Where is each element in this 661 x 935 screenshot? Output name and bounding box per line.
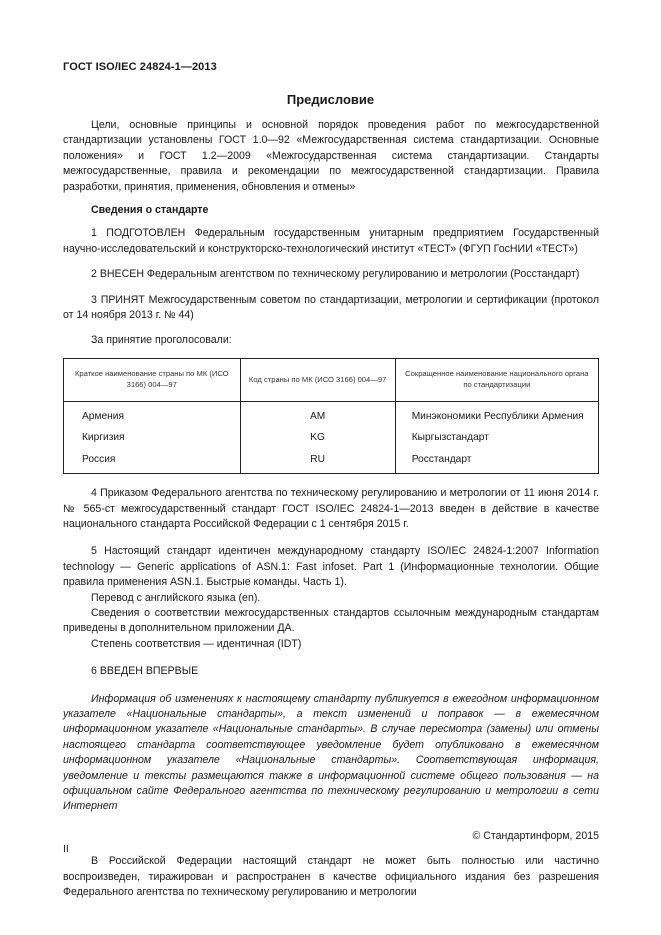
voting-table bbox=[63, 358, 599, 474]
table-row bbox=[64, 449, 599, 474]
table-cell-body: Кыргызстандарт bbox=[395, 427, 598, 448]
table-cell-code: RU bbox=[240, 449, 395, 474]
table-header-body: Сокращенное наименование национального органа по стандартизации bbox=[395, 358, 598, 401]
item-4-paragraph: 4 Приказом Федерального агентства по техническому регулированию и метрологии от 11 июня 2014 г. № 565-ст межгосударственный стандарт ГОСТ ISO/IEC 24824-1—2013 введен в действие в качестве национального стандарта Российской Федерации с 1 сентября 2015 г. bbox=[63, 487, 599, 530]
item-6-paragraph: 6 ВВЕДЕН ВПЕРВЫЕ bbox=[91, 665, 199, 678]
page-title: Предисловие bbox=[286, 92, 375, 107]
document-body bbox=[63, 118, 599, 900]
page-number: II bbox=[63, 843, 69, 855]
table-header-row bbox=[64, 358, 599, 401]
section-heading: Сведения о стандарте bbox=[91, 204, 209, 217]
table-header-code: Код страны по МК (ИСО 3166) 004—97 bbox=[240, 358, 395, 401]
standard-code-header: ГОСТ ISO/IEC 24824-1—2013 bbox=[63, 61, 217, 73]
table-cell-code: AM bbox=[240, 401, 395, 427]
vote-intro: За принятие проголосовали: bbox=[91, 334, 232, 347]
table-row bbox=[64, 401, 599, 427]
translation-note: Перевод с английского языка (en). bbox=[91, 591, 261, 604]
item-1-paragraph: 1 ПОДГОТОВЛЕН Федеральным государственным унитарным предприятием Государственный научно-исследовательский и конструкторско-технологический институт «ТЕСТ» (ФГУП ГосНИИ «ТЕСТ») bbox=[63, 227, 599, 255]
conformity-degree: Степень соответствия — идентичная (IDT) bbox=[91, 637, 302, 650]
table-cell-country: Россия bbox=[64, 449, 241, 474]
copyright-line: © Стандартинформ, 2015 bbox=[472, 829, 599, 842]
table-cell-body: Росстандарт bbox=[395, 449, 598, 474]
references-note: Сведения о соответствии межгосударственных стандартов ссылочным международным стандартам приведены в дополнительном приложении ДА. bbox=[63, 606, 599, 635]
table-cell-country: Киргизия bbox=[64, 427, 241, 448]
table-cell-country: Армения bbox=[64, 401, 241, 427]
item-2-paragraph: 2 ВНЕСЕН Федеральным агентством по техническому регулированию и метрологии (Росстандарт) bbox=[91, 268, 580, 281]
table-cell-body: Минэкономики Республики Армения bbox=[395, 401, 598, 427]
intro-paragraph: Цели, основные принципы и основной порядок проведения работ по межгосударственной стандартизации установлены ГОСТ 1.0—92 «Межгосударственная система стандартизации. Основные положения» и ГОСТ 1.2—2009 «Межгосударственная система стандартизации. Стандарты межгосударственные, правила и рекомендации по межгосударственной стандартизации. Правила разработки, принятия, применения, обновления и отмены» bbox=[63, 119, 599, 193]
changes-notice: Информация об изменениях к настоящему стандарту публикуется в ежегодном информационном указателе «Национальные стандарты», а текст изменений и поправок — в ежемесячном информационном указателе «Национальные стандарты». В случае пересмотра (замены) или отмены настоящего стандарта соответствующее уведомление будет опубликовано в ежемесячном информационном указателе «Национальные стандарты». Соответствующая информация, уведомление и тексты размещаются также в информационной системе общего пользования — на официальном сайте Федерального агентства по техническому регулированию и метрологии в сети Интернет bbox=[63, 692, 599, 813]
item-3-paragraph: 3 ПРИНЯТ Межгосударственным советом по стандартизации, метрологии и сертификации (протокол от 14 ноября 2013 г. № 44) bbox=[63, 293, 599, 322]
table-row bbox=[64, 427, 599, 448]
item-5-paragraph: 5 Настоящий стандарт идентичен международному стандарту ISO/IEC 24824-1:2007 Information technology — Generic applications of ASN.1: Fast infoset. Part 1 (Информационные технологии. Общие правила применения ASN.1. Быстрые команды. Часть 1). bbox=[63, 545, 599, 589]
table-header-country: Краткое наименование страны по МК (ИСО 3166) 004—97 bbox=[64, 358, 241, 401]
reproduction-notice: В Российской Федерации настоящий стандарт не может быть полностью или частично воспроизведен, тиражирован и распространен в качестве официального издания без разрешения Федерального агентства по техническому регулированию и метрологии bbox=[63, 855, 599, 899]
table-cell-code: KG bbox=[240, 427, 395, 448]
